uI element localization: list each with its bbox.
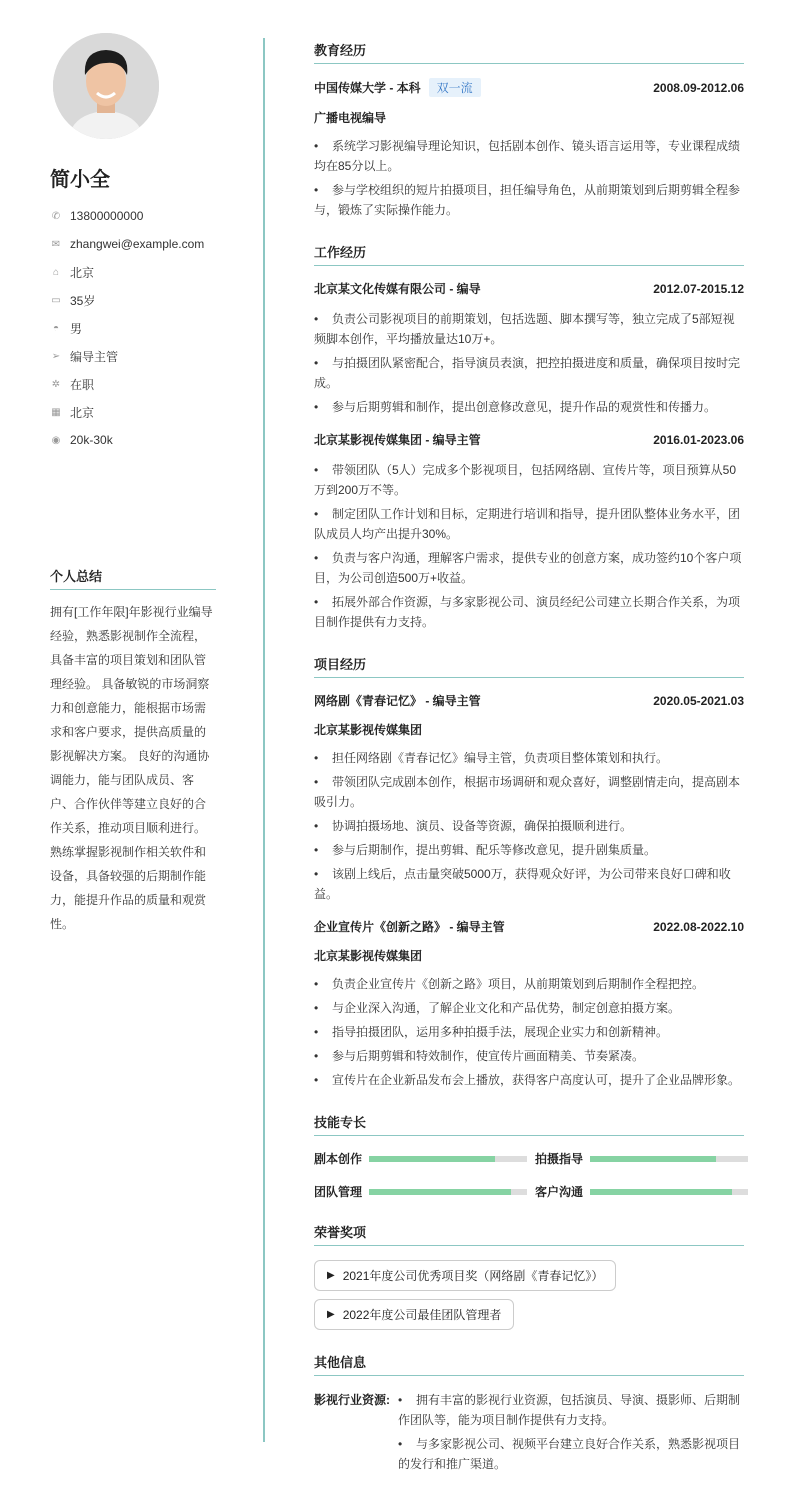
bullet-item: [314, 592, 744, 632]
bullet-item: [314, 180, 744, 220]
skill-bar-fill: [369, 1156, 495, 1162]
mail-icon: ✉: [51, 238, 61, 250]
section-title: 教育经历: [314, 40, 744, 64]
bullet-item: [314, 974, 744, 994]
awards-section: [314, 1222, 744, 1338]
bullet-list: [314, 748, 744, 904]
bullet-list: [314, 136, 744, 220]
bullet-item: [314, 1022, 744, 1042]
bullet-text: • 拓展外部合作资源，与多家影视公司、演员经纪公司建立长期合作关系，为项目制作提供有力支持。: [314, 595, 741, 629]
summary-text: 拥有[工作年限]年影视行业编导经验，熟悉影视制作全流程，具备丰富的项目策划和团队管理经验。 具备敏锐的市场洞察力和创意能力，能根据市场需求和客户要求，提供高质量的影视解决方案。 良好的沟通协调能力，能与团队成员、客户、合作伙伴等建立良好的合作关系，推动项目顺利进行。 熟练掌握影视制作相关软件和设备，具备较强的后期制作能力，能提升作品的质量和观赏性。: [50, 605, 213, 931]
bullet-text: • 该剧上线后，点击量突破5000万，获得观众好评，为公司带来良好口碑和收益。: [314, 867, 731, 901]
organization: 北京某影视传媒集团: [314, 949, 423, 963]
contact-row: [50, 202, 204, 230]
home-icon: ⌂: [52, 266, 60, 278]
skill-bar-fill: [590, 1156, 716, 1162]
bullet-item: [314, 816, 744, 836]
contact-row: [50, 258, 204, 286]
gender-icon: ◓: [52, 322, 60, 334]
bullet-text: • 负责与客户沟通，理解客户需求，提供专业的创意方案，成功签约10个客户项目，为公司创造500万+收益。: [314, 551, 742, 585]
section-title: 技能专长: [314, 1112, 744, 1136]
contact-row: [50, 370, 204, 398]
organization: 北京某影视传媒集团: [314, 723, 423, 737]
major: 广播电视编导: [314, 111, 387, 125]
bullet-item: [314, 840, 744, 860]
contact-text: 在职: [70, 377, 95, 392]
bullet-text: • 参与后期剪辑和制作，提出创意修改意见，提升作品的观赏性和传播力。: [332, 400, 717, 414]
send-icon: ➢: [51, 350, 61, 362]
skill-name: 团队管理: [314, 1185, 363, 1199]
contact-row: [50, 314, 204, 342]
skill-bar-fill: [590, 1189, 732, 1195]
contact-text: 13800000000: [70, 209, 144, 223]
divider: [263, 38, 265, 1442]
award-item[interactable]: [314, 1260, 616, 1291]
section-title: 工作经历: [314, 242, 744, 266]
bullet-text: • 与企业深入沟通，了解企业文化和产品优势，制定创意拍摄方案。: [332, 1001, 681, 1015]
bullet-list: [314, 974, 744, 1090]
contact-row: [50, 286, 204, 314]
contact-row: [50, 426, 204, 454]
bullet-item: [314, 136, 744, 176]
status-icon: ✲: [51, 378, 61, 390]
skill-item: [535, 1150, 750, 1167]
bullet-item: [314, 748, 744, 768]
skill-item: [535, 1183, 750, 1200]
bullet-text: • 与多家影视公司、视频平台建立良好合作关系，熟悉影视项目的发行和推广渠道。: [398, 1437, 741, 1471]
skill-bar: [590, 1189, 748, 1195]
education-head: [314, 78, 744, 97]
entry-title: 网络剧《青春记忆》 - 编导主管: [314, 694, 481, 708]
bullet-text: • 制定团队工作计划和目标，定期进行培训和指导，提升团队整体业务水平，团队成员人均产出提升30%。: [314, 507, 741, 541]
entry-head: [314, 692, 744, 709]
bullet-text: • 与拍摄团队紧密配合，指导演员表演，把控拍摄进度和质量，确保项目按时完成。: [314, 356, 741, 390]
work-section: [314, 242, 744, 632]
bullet-list: [398, 1390, 744, 1478]
bullet-item: [314, 1046, 744, 1066]
contact-text: 20k-30k: [70, 433, 113, 447]
date: 2016.01-2023.06: [653, 432, 744, 447]
section-title: 其他信息: [314, 1352, 744, 1376]
bullet-text: • 担任网络剧《青春记忆》编导主管，负责项目整体策划和执行。: [332, 751, 669, 765]
bullet-list: [314, 309, 744, 417]
skill-bar-fill: [369, 1189, 511, 1195]
school: 中国传媒大学 - 本科: [314, 81, 421, 95]
contact-row: [50, 398, 204, 426]
bullet-text: • 宣传片在企业新品发布会上播放，获得客户高度认可，提升了企业品牌形象。: [332, 1073, 741, 1087]
bullet-text: • 协调拍摄场地、演员、设备等资源，确保拍摄顺利进行。: [332, 819, 633, 833]
triangle-right-icon: ▶: [327, 1309, 335, 1320]
bullet-text: • 负责公司影视项目的前期策划，包括选题、脚本撰写等，独立完成了5部短视频脚本创作，平均播放量达10万+。: [314, 312, 735, 346]
salary-icon: ◉: [51, 434, 61, 446]
school-tag: 双一流: [429, 78, 481, 97]
avatar: [53, 33, 159, 139]
skills-section: [314, 1112, 744, 1200]
candidate-name: 简小全: [50, 169, 110, 191]
bullet-text: • 负责企业宣传片《创新之路》项目，从前期策划到后期制作全程把控。: [332, 977, 705, 991]
award-text: 2021年度公司优秀项目奖（网络剧《青春记忆》）: [342, 1269, 604, 1283]
bullet-text: • 参与后期剪辑和特效制作，使宣传片画面精美、节奏紧凑。: [332, 1049, 645, 1063]
award-text: 2022年度公司最佳团队管理者: [342, 1308, 502, 1322]
date: 2012.07-2015.12: [653, 281, 744, 296]
bullet-text: • 带领团队完成剧本创作，根据市场调研和观众喜好，调整剧情走向，提高剧本吸引力。: [314, 775, 741, 809]
triangle-right-icon: ▶: [327, 1270, 335, 1281]
bullet-text: • 参与后期制作，提出剪辑、配乐等修改意见，提升剧集质量。: [332, 843, 657, 857]
entry-head: [314, 918, 744, 935]
date: 2008.09-2012.06: [653, 80, 744, 95]
entry-head: [314, 280, 744, 297]
section-title: 项目经历: [314, 654, 744, 678]
contact-text: 北京: [70, 265, 95, 280]
bullet-item: [314, 1070, 744, 1090]
other-label: 影视行业资源:: [314, 1393, 390, 1407]
date: 2020.05-2021.03: [653, 693, 744, 708]
bullet-text: • 参与学校组织的短片拍摄项目，担任编导角色，从前期策划到后期剪辑全程参与，锻炼了实际操作能力。: [314, 183, 741, 217]
bullet-text: • 系统学习影视编导理论知识，包括剧本创作、镜头语言运用等，专业课程成绩均在85分以上。: [314, 139, 741, 173]
bullet-text: • 带领团队（5人）完成多个影视项目，包括网络剧、宣传片等，项目预算从50万到200万不等。: [314, 463, 737, 497]
entry-title: 北京某影视传媒集团 - 编导主管: [314, 433, 481, 447]
contact-row: [50, 342, 204, 370]
skill-bar: [590, 1156, 748, 1162]
bullet-text: • 指导拍摄团队，运用多种拍摄手法，展现企业实力和创新精神。: [332, 1025, 669, 1039]
age-icon: ▭: [51, 294, 61, 306]
contact-text: 北京: [70, 405, 95, 420]
date: 2022.08-2022.10: [653, 919, 744, 934]
bullet-item: [314, 353, 744, 393]
entry-title: 企业宣传片《创新之路》 - 编导主管: [314, 920, 505, 934]
section-title: 荣誉奖项: [314, 1222, 744, 1246]
contact-list: [50, 202, 204, 454]
main-content: [314, 40, 744, 1492]
skill-name: 拍摄指导: [535, 1152, 584, 1166]
bullet-item: [398, 1390, 744, 1430]
bullet-list: [314, 460, 744, 632]
contact-text: zhangwei@example.com: [70, 237, 205, 251]
education-section: [314, 40, 744, 220]
bullet-item: [314, 460, 744, 500]
skill-name: 客户沟通: [535, 1185, 584, 1199]
bullet-text: • 拥有丰富的影视行业资源，包括演员、导演、摄影师、后期制作团队等，能为项目制作提供有力支持。: [398, 1393, 741, 1427]
bullet-item: [314, 397, 744, 417]
projects-section: [314, 654, 744, 1090]
entry-head: [314, 431, 744, 448]
bullet-item: [314, 548, 744, 588]
bullet-item: [314, 309, 744, 349]
contact-row: [50, 230, 204, 258]
phone-icon: ✆: [51, 210, 61, 222]
bullet-item: [314, 998, 744, 1018]
entry-title: 北京某文化传媒有限公司 - 编导: [314, 282, 481, 296]
skill-bar: [369, 1156, 527, 1162]
skill-name: 剧本创作: [314, 1152, 363, 1166]
contact-text: 35岁: [70, 293, 96, 308]
skill-bar: [369, 1189, 527, 1195]
contact-text: 编导主管: [70, 349, 119, 364]
summary-title: 个人总结: [50, 566, 216, 590]
bullet-item: [314, 864, 744, 904]
bullet-item: [398, 1434, 744, 1474]
skill-item: [314, 1150, 529, 1167]
skill-item: [314, 1183, 529, 1200]
other-section: [314, 1352, 744, 1492]
bullet-item: [314, 504, 744, 544]
bullet-item: [314, 772, 744, 812]
building-icon: ▦: [51, 406, 61, 418]
award-item[interactable]: [314, 1299, 514, 1330]
contact-text: 男: [70, 321, 83, 336]
